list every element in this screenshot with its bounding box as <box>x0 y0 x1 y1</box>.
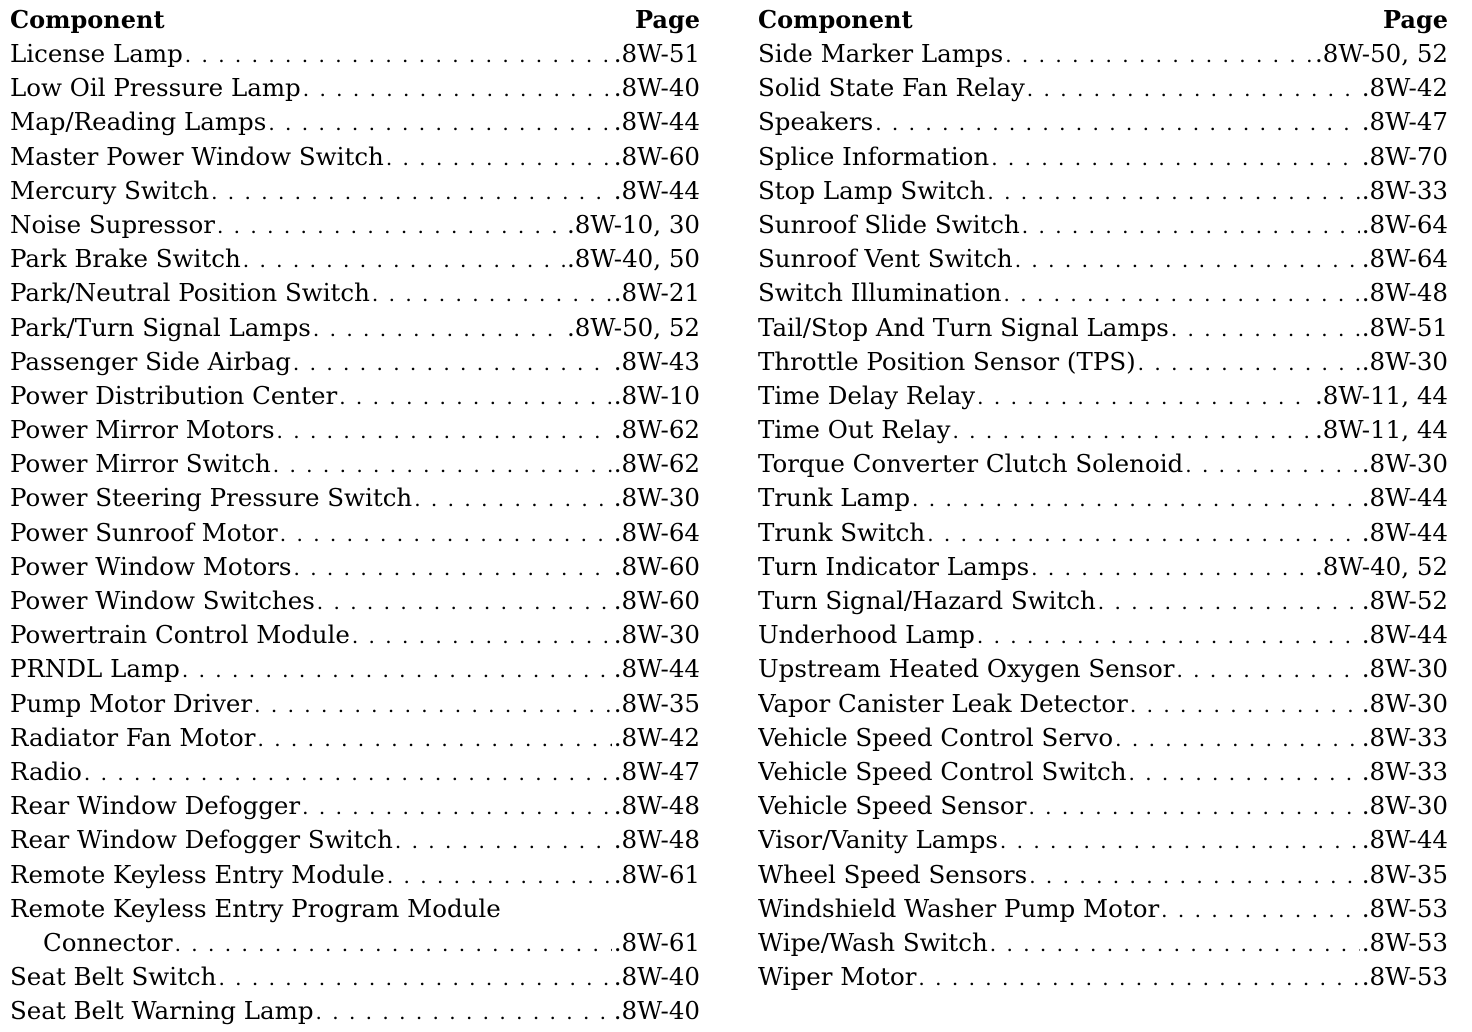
page-reference: .8W-30 <box>1361 791 1448 821</box>
component-name: Pump Motor Driver <box>10 688 253 718</box>
page-reference: .8W-42 <box>1361 73 1448 103</box>
page-reference: .8W-30 <box>1361 654 1448 684</box>
index-entry <box>10 652 700 686</box>
component-name: Park Brake Switch <box>10 244 241 274</box>
component-name: Underhood Lamp <box>758 620 975 650</box>
page-reference: .8W-40, 50 <box>567 244 700 274</box>
index-entry <box>10 311 700 345</box>
index-entry <box>10 550 700 584</box>
left-entry-list <box>10 37 700 1028</box>
page-reference: .8W-48 <box>1361 278 1448 308</box>
index-entry <box>10 721 700 755</box>
page-reference: .8W-70 <box>1361 141 1448 171</box>
component-name: Side Marker Lamps <box>758 39 1004 68</box>
dot-leader <box>927 517 1360 550</box>
component-name: Windshield Washer Pump Motor <box>758 893 1160 923</box>
index-entry <box>10 789 700 823</box>
component-column-header: Component <box>10 5 165 34</box>
index-entry <box>758 687 1448 721</box>
index-entry <box>10 345 700 379</box>
page-reference: .8W-53 <box>1361 962 1448 992</box>
dot-leader <box>254 688 612 721</box>
index-entry <box>10 447 700 481</box>
index-entry <box>10 755 700 789</box>
dot-leader <box>1029 859 1360 892</box>
page-reference: .8W-51 <box>613 39 700 68</box>
page-reference: .8W-47 <box>1361 107 1448 137</box>
page-reference: .8W-44 <box>1361 825 1448 855</box>
dot-leader <box>1128 756 1359 789</box>
right-header <box>758 3 1448 37</box>
page-reference: .8W-44 <box>613 175 700 205</box>
dot-leader <box>243 243 565 276</box>
page-reference: .8W-62 <box>613 449 700 479</box>
index-entry <box>758 618 1448 652</box>
dot-leader <box>1027 72 1360 105</box>
index-entry <box>758 858 1448 892</box>
index-entry <box>10 208 700 242</box>
component-name: Seat Belt Switch <box>10 962 217 992</box>
page-reference: .8W-11, 44 <box>1315 380 1448 410</box>
dot-leader <box>1176 653 1359 686</box>
page-reference: .8W-43 <box>613 346 700 376</box>
index-entry <box>10 892 700 926</box>
dot-leader <box>1138 346 1360 379</box>
component-name: Speakers <box>758 107 874 137</box>
dot-leader <box>268 106 611 139</box>
dot-leader <box>1098 585 1360 618</box>
dot-leader <box>1005 38 1313 71</box>
component-name: Park/Turn Signal Lamps <box>10 312 311 342</box>
page-reference: .8W-44 <box>613 107 700 137</box>
component-name: License Lamp <box>10 39 183 68</box>
index-entry <box>758 789 1448 823</box>
dot-leader <box>987 175 1359 208</box>
index-entry <box>758 823 1448 857</box>
dot-leader <box>875 106 1360 139</box>
index-entry <box>758 242 1448 276</box>
page-reference: .8W-47 <box>613 756 700 786</box>
index-entry <box>758 413 1448 447</box>
component-name: Rear Window Defogger <box>10 791 301 821</box>
index-entry <box>758 105 1448 139</box>
component-name: Powertrain Control Module <box>10 620 350 650</box>
left-header <box>10 3 700 37</box>
dot-leader <box>175 927 612 960</box>
dot-leader <box>352 619 612 652</box>
index-entry <box>10 481 700 515</box>
right-column <box>758 3 1448 994</box>
component-name: Time Delay Relay <box>758 380 976 410</box>
index-entry <box>758 960 1448 994</box>
component-name: Power Mirror Motors <box>10 415 275 445</box>
index-entry <box>758 755 1448 789</box>
index-entry <box>10 276 700 310</box>
dot-leader <box>1161 893 1360 926</box>
component-name: Visor/Vanity Lamps <box>758 825 998 855</box>
index-entry <box>758 516 1448 550</box>
dot-leader <box>302 790 612 823</box>
page-reference: .8W-44 <box>613 654 700 684</box>
dot-leader <box>313 312 565 345</box>
index-entry <box>758 276 1448 310</box>
component-name: Rear Window Defogger Switch <box>10 825 393 855</box>
component-name: Wheel Speed Sensors <box>758 859 1028 889</box>
component-name: Map/Reading Lamps <box>10 107 267 137</box>
dot-leader <box>339 380 612 413</box>
page-reference: .8W-33 <box>1361 756 1448 786</box>
dot-leader <box>211 175 612 208</box>
page-reference: .8W-64 <box>1361 244 1448 274</box>
page-column-header: Page <box>634 5 700 34</box>
page-reference: .8W-60 <box>613 551 700 581</box>
page-reference: .8W-33 <box>1361 722 1448 752</box>
index-entry <box>10 140 700 174</box>
component-name: Solid State Fan Relay <box>758 73 1025 103</box>
index-entry <box>758 721 1448 755</box>
component-name: Vehicle Speed Control Switch <box>758 756 1127 786</box>
page-reference: .8W-30 <box>1361 688 1448 718</box>
component-name: Splice Information <box>758 141 990 171</box>
page-reference: .8W-48 <box>613 791 700 821</box>
component-name: PRNDL Lamp <box>10 654 180 684</box>
index-entry <box>758 550 1448 584</box>
page-reference: .8W-61 <box>613 927 700 957</box>
component-name: Sunroof Slide Switch <box>758 209 1020 239</box>
dot-leader <box>217 209 565 242</box>
dot-leader <box>1185 448 1360 481</box>
dot-leader <box>977 619 1360 652</box>
component-name: Noise Supressor <box>10 209 215 239</box>
component-name: Stop Lamp Switch <box>758 175 986 205</box>
dot-leader <box>293 346 612 379</box>
dot-leader <box>1022 209 1360 242</box>
dot-leader <box>1130 688 1360 721</box>
page-column-header: Page <box>1382 5 1448 34</box>
page-reference: .8W-11, 44 <box>1315 415 1448 445</box>
index-entry <box>758 447 1448 481</box>
index-entry <box>758 481 1448 515</box>
dot-leader <box>1004 277 1360 310</box>
index-entry <box>10 105 700 139</box>
page-reference: .8W-30 <box>613 483 700 513</box>
index-entry <box>10 71 700 105</box>
dot-leader <box>952 414 1313 447</box>
page-reference: .8W-42 <box>613 722 700 752</box>
index-entry <box>10 858 700 892</box>
index-entry <box>10 994 700 1028</box>
dot-leader <box>182 653 612 686</box>
component-name: Power Window Switches <box>10 586 315 615</box>
right-entry-list <box>758 37 1448 994</box>
dot-leader <box>1015 243 1360 276</box>
page-reference: .8W-21 <box>613 278 700 308</box>
component-name: Passenger Side Airbag <box>10 346 291 376</box>
component-name: Tail/Stop And Turn Signal Lamps <box>758 312 1169 342</box>
index-entry <box>10 174 700 208</box>
index-entry <box>10 516 700 550</box>
index-entry <box>758 71 1448 105</box>
page-reference: .8W-40 <box>613 962 700 992</box>
index-entry <box>758 584 1448 618</box>
page-reference: .8W-53 <box>1361 927 1448 957</box>
dot-leader <box>277 414 612 447</box>
component-name: Master Power Window Switch <box>10 141 384 171</box>
page-reference: .8W-60 <box>613 586 700 615</box>
index-entry <box>10 618 700 652</box>
page-reference: .8W-35 <box>613 688 700 718</box>
dot-leader <box>1031 551 1313 584</box>
component-name: Park/Neutral Position Switch <box>10 278 370 308</box>
dot-leader <box>316 995 612 1028</box>
dot-leader <box>1171 312 1360 345</box>
component-name: Upstream Heated Oxygen Sensor <box>758 654 1175 684</box>
dot-leader <box>258 722 612 755</box>
component-name: Vehicle Speed Control Servo <box>758 722 1114 752</box>
dot-leader <box>303 72 612 105</box>
dot-leader <box>280 517 612 550</box>
component-name: Switch Illumination <box>758 278 1002 308</box>
page-reference: .8W-33 <box>1361 175 1448 205</box>
component-name: Vapor Canister Leak Detector <box>758 688 1128 718</box>
component-name: Sunroof Vent Switch <box>758 244 1013 274</box>
dot-leader <box>317 585 612 618</box>
index-entry <box>10 960 700 994</box>
dot-leader <box>395 824 612 857</box>
index-entry <box>10 926 700 960</box>
page-reference: .8W-48 <box>613 825 700 855</box>
page-reference: .8W-50, 52 <box>1315 39 1448 68</box>
dot-leader <box>84 756 612 789</box>
index-entry <box>758 140 1448 174</box>
page-reference: .8W-44 <box>1361 483 1448 513</box>
page-reference: .8W-52 <box>1361 586 1448 615</box>
index-entry <box>10 584 700 618</box>
component-name: Mercury Switch <box>10 175 210 205</box>
component-name: Vehicle Speed Sensor <box>758 791 1027 821</box>
index-entry <box>758 926 1448 960</box>
index-entry <box>10 823 700 857</box>
page-reference: .8W-64 <box>1361 209 1448 239</box>
dot-leader <box>1115 722 1360 755</box>
index-entry <box>758 174 1448 208</box>
component-name: Connector <box>43 927 173 957</box>
index-entry <box>10 37 700 71</box>
dot-leader <box>294 551 612 584</box>
dot-leader <box>414 482 612 515</box>
component-name: Power Steering Pressure Switch <box>10 483 413 513</box>
page-reference: .8W-61 <box>613 859 700 889</box>
index-entry <box>10 242 700 276</box>
component-name: Turn Indicator Lamps <box>758 551 1030 581</box>
page-reference: .8W-40, 52 <box>1315 551 1448 581</box>
page-reference: .8W-50, 52 <box>567 312 700 342</box>
index-entry <box>758 311 1448 345</box>
component-name: Low Oil Pressure Lamp <box>10 73 301 103</box>
page-reference: .8W-40 <box>613 996 700 1026</box>
page-reference: .8W-30 <box>613 620 700 650</box>
page-reference: .8W-10 <box>613 380 700 410</box>
dot-leader <box>372 277 612 310</box>
page-reference: .8W-53 <box>1361 893 1448 923</box>
component-name: Radio <box>10 756 82 786</box>
dot-leader <box>977 380 1313 413</box>
page-reference: .8W-62 <box>613 415 700 445</box>
dot-leader <box>918 961 1359 994</box>
component-name: Trunk Switch <box>758 517 926 547</box>
dot-leader <box>1000 824 1360 857</box>
dot-leader <box>185 38 612 71</box>
index-entry <box>10 413 700 447</box>
index-entry <box>10 687 700 721</box>
component-name: Torque Converter Clutch Solenoid <box>758 449 1184 479</box>
component-name: Turn Signal/Hazard Switch <box>758 586 1096 615</box>
component-name: Power Mirror Switch <box>10 449 271 479</box>
component-column-header: Component <box>758 5 913 34</box>
page-reference: .8W-30 <box>1361 346 1448 376</box>
index-entry <box>10 379 700 413</box>
component-name: Trunk Lamp <box>758 483 911 513</box>
dot-leader <box>387 859 612 892</box>
dot-leader <box>912 482 1360 515</box>
page-reference: .8W-64 <box>613 517 700 547</box>
page-reference: .8W-10, 30 <box>567 209 700 239</box>
dot-leader <box>990 927 1360 960</box>
index-entry <box>758 208 1448 242</box>
component-name: Throttle Position Sensor (TPS) <box>758 346 1136 376</box>
page-reference: .8W-40 <box>613 73 700 103</box>
left-column <box>10 3 700 1028</box>
page-reference: .8W-51 <box>1361 312 1448 342</box>
component-name: Remote Keyless Entry Module <box>10 859 385 889</box>
index-entry <box>758 379 1448 413</box>
page-reference: .8W-30 <box>1361 449 1448 479</box>
index-entry <box>758 345 1448 379</box>
component-name: Wipe/Wash Switch <box>758 927 988 957</box>
dot-leader <box>386 141 612 174</box>
page-reference: .8W-60 <box>613 141 700 171</box>
component-name: Time Out Relay <box>758 415 951 445</box>
index-entry <box>758 652 1448 686</box>
index-entry <box>758 892 1448 926</box>
dot-leader <box>991 141 1360 174</box>
component-name: Wiper Motor <box>758 962 917 992</box>
dot-leader <box>1028 790 1359 823</box>
component-name: Seat Belt Warning Lamp <box>10 996 314 1026</box>
page-reference: .8W-35 <box>1361 859 1448 889</box>
page-reference: .8W-44 <box>1361 620 1448 650</box>
component-name: Radiator Fan Motor <box>10 722 256 752</box>
index-entry <box>758 37 1448 71</box>
dot-leader <box>218 961 611 994</box>
component-name: Remote Keyless Entry Program Module <box>10 893 501 923</box>
dot-leader <box>273 448 612 481</box>
page-reference: .8W-44 <box>1361 517 1448 547</box>
component-name: Power Distribution Center <box>10 380 338 410</box>
component-name: Power Window Motors <box>10 551 292 581</box>
component-name: Power Sunroof Motor <box>10 517 278 547</box>
